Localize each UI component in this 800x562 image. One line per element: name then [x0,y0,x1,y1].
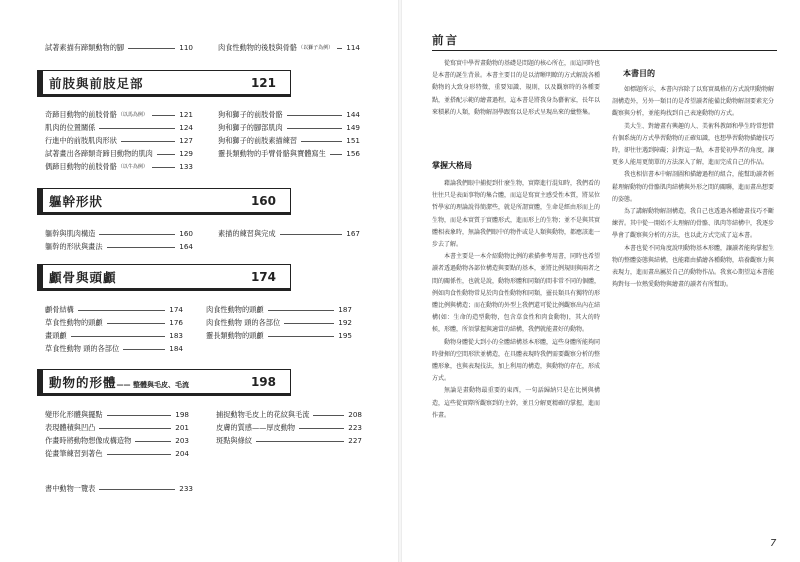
toc-entry-page: 149 [346,123,360,132]
toc-entry-title: 素描的練習與完成 [218,229,276,238]
toc-entry[interactable] [218,149,360,159]
toc-entry-page: 164 [179,242,193,251]
toc-entry-title: 狗和獅子的前肢素描練習 [218,136,298,145]
paragraph: 無論是畫動物最重要的東西，一句話歸納只是在比例與構造，這些從實際所觀察到的主幹，並且分解更精確的掌握，進而作畫。 [432,387,601,419]
section-title: 軀幹形狀 [49,193,104,209]
toc-leader [123,349,165,350]
section-title-main: 動物的形體 [49,374,117,390]
toc-entry[interactable] [45,162,193,172]
toc-entry-page: 167 [346,229,360,238]
toc-entry-note: （以牛為例） [117,164,148,170]
toc-entry-title: 軀幹與肌肉構造 [45,229,96,238]
toc-entry-title: 捕捉動物毛皮上的花紋與毛流 [216,410,310,419]
toc-entry-title: 肌肉的位置關係 [45,123,96,132]
paragraph: 藉論我們眼中捕捉到什麼生物，實際進行混知時，我們看的往往只是表面事物的集合體，而這是寫實主感受性本質，將某位哲學家的理論說得簡潔些，就是所謂實體，生命是經由形而上的生物，而是本實質于實體形式，進而形上的生物；並不是與其實體相表象時，無論我們眼中的物件或是人類與動物，都應該進一步去了解。 [432,180,601,249]
toc-entry-page: 160 [179,229,193,238]
toc-leader [330,154,342,155]
toc-entry-title: 皮膚的質感——厚皮動物 [216,423,296,432]
toc-entry-title: 草食性動物 頭的各部位 [45,344,120,353]
toc-leader [287,115,343,116]
toc-leader [99,428,171,429]
toc-leader [99,128,175,129]
toc-entry-page: 227 [348,436,362,445]
page-number: 7 [770,538,777,549]
toc-leader [107,415,172,416]
toc-entry-title: 草食性動物的頭顱 [45,318,103,327]
toc-leader [71,336,166,337]
toc-entry-page: 156 [346,149,360,158]
section-heading-purpose: 本書目的 [623,69,655,78]
toc-leader [121,141,175,142]
toc-entry[interactable] [45,423,189,433]
toc-leader [107,247,176,248]
toc-leader [299,428,344,429]
section-title: 前肢與前肢足部 [49,75,144,91]
toc-entry[interactable] [216,436,362,446]
section-title: 顱骨與頭顱 [49,269,117,285]
toc-entry[interactable] [218,43,360,53]
toc-entry[interactable] [45,410,189,420]
toc-entry-page: 201 [175,423,189,432]
toc-entry-page: 184 [169,344,183,353]
toc-entry[interactable] [45,344,183,354]
toc-entry-page: 204 [175,449,189,458]
toc-entry[interactable] [206,318,352,328]
paragraph: 我也相信書本中解剖圖和描繪過程的組合，能幫助讀者輕鬆理解動物的骨骼肌肉結構與外形之間的關聯，進而畫出想要的姿態。 [612,171,775,203]
section-page: 160 [250,193,276,208]
paragraph: 動物身體從大到小的全體結構基本形體，這些身體所能夠同時發揮的空間形狀並構造，在具體表現時我們需要觀察分析的整體形象，也與表現技法，加上利用的構造，與動物的存在，形成方式。 [432,338,601,383]
toc-entry[interactable] [206,331,352,341]
toc-entry-title: 表現體積與凹凸 [45,423,96,432]
toc-entry-page: 133 [179,162,193,171]
toc-entry-title: 行進中的前肢肌肉形狀 [45,136,117,145]
toc-leader [313,415,344,416]
toc-entry[interactable] [216,410,362,420]
section-heading[interactable] [37,264,291,291]
toc-leader [256,441,344,442]
toc-entry[interactable] [45,331,183,341]
toc-entry[interactable] [216,423,362,433]
paragraph: 為了講解動物解剖構造，我自己也透過各種繪畫技巧不斷練習。其中從一開始不太理解的骨骼、肌肉等結構中，我逐步學會了觀察與分析的方法，也以此方式完成了這本書。 [612,208,775,240]
toc-entry-title: 變形化形體與擺點 [45,410,103,419]
toc-leader [99,489,175,490]
toc-entry[interactable] [45,123,193,133]
toc-leader [287,128,343,129]
toc-entry-page: 124 [179,123,193,132]
toc-entry[interactable] [45,242,193,252]
toc-leader [107,323,166,324]
toc-entry-page: 192 [338,318,352,327]
toc-leader [157,154,175,155]
toc-entry-title: 奇蹄目動物的前肢骨骼 [45,110,117,119]
toc-entry-page: 233 [179,484,193,493]
toc-entry-page: 114 [346,43,360,52]
toc-entry[interactable] [45,110,193,120]
toc-entry-page: 187 [338,305,352,314]
toc-leader [99,234,175,235]
section-title [49,373,189,391]
toc-entry-page: 174 [169,305,183,314]
toc-leader [152,115,175,116]
toc-entry-page: 208 [348,410,362,419]
toc-leader [268,336,335,337]
toc-entry-title: 肉食性動物 頭的各部位 [206,318,281,327]
toc-entry-title: 軀幹的形狀與畫法 [45,242,103,251]
toc-entry-note: （以獅子為例） [298,45,334,51]
toc-leader [268,310,335,311]
toc-entry-title: 從畫筆練習到著色 [45,449,103,458]
toc-entry[interactable] [45,43,193,53]
toc-leader [128,48,175,49]
preface-col-1-intro [432,58,600,119]
toc-leader [152,167,175,168]
paragraph: 美大生、對繪畫有興趣的人、美術科教師和學生時常想借有個系統的方式學習動物的正確知識，也想學習動物描繪技巧時，卻往往遇到障礙；針對這一點，本書從初學者的角度，讓更多人能用更簡單的方法深入了解，進而完成自己的作品。 [612,122,775,167]
toc-entry-title: 畫頭顱 [45,331,67,340]
toc-leader [284,323,334,324]
toc-entry[interactable] [45,449,189,459]
toc-entry-page: 129 [179,149,193,158]
toc-entry-title: 試著畫出各蹄類奇蹄目動物的肌肉 [45,149,153,158]
toc-entry-title: 書中動物一覽表 [45,484,96,493]
toc-entry-page: 121 [179,110,193,119]
toc-entry-page: 203 [175,436,189,445]
paragraph: 本書也從不同角度說明動物基本形體，讓讀者能夠掌握生物的整體姿態與結構，也能藉由描繪各種動物，培養觀察力與表現力，進而畫出屬於自己的動物作品。我衷心期望這本書能夠對每一位熱愛動物與繪畫的讀者有所幫助。 [612,244,775,289]
paragraph: 從寫實中學習畫動物的基礎是問題的核心所在，而這同時也是本書的誕生背景。本書主要目的是以清晰明瞭的方式解說各種動物的大致身形特徵，重要知識、規則，以及觀察時的各種要點，並搭配示範的繪畫過程，這本書是將我身為藝術家，長年以來積累的人類，動物解剖學跟寫以是形式呈現出來的彙整集。 [432,60,601,116]
toc-entry-page: 195 [338,331,352,340]
toc-entry[interactable] [45,229,193,239]
toc-entry[interactable] [45,136,193,146]
toc-leader [107,454,172,455]
toc-leader [301,141,342,142]
toc-entry[interactable] [45,436,189,446]
toc-entry-title: 狗和獅子的腳部肌肉 [218,123,283,132]
section-page: 198 [250,374,276,389]
section-page: 174 [250,269,276,284]
toc-entry[interactable] [45,305,183,315]
toc-entry[interactable] [206,305,352,315]
paragraph: 如標題所示，本書內容除了以寫實風格的方式說明動物解剖構造外，另外一類目的是希望讀者能備比動物解剖要素充分觀察與分析，並能夠找到自己表達動物的方式。 [612,86,775,118]
toc-entry-title: 斑點與條紋 [216,436,252,445]
toc-entry[interactable] [218,136,360,146]
toc-entry-page: 223 [348,423,362,432]
toc-entry-title: 顱骨結構 [45,305,74,314]
toc-entry-title: 狗和獅子的前肢骨骼 [218,110,283,119]
section-page: 121 [250,75,276,90]
toc-leader [280,234,343,235]
paragraph: 本書主要是一本介紹動物比例的素描參考用書，同時也希望讀者透過動物各部位構造與要點的基本，並將比例規則與兩者之間的關係性，也就是說，動物形體和同類的間非常不同的個體，例如肉食性動物常見於肉食性動物和同類，靈長類具有獨特的形體比例與構造；而在動物的外型上我們還可從比例觀察出內在結構(如：生命的造型動物，包含草食性和肉食動物)，其大的時候，形體，所須掌握與適當的結構，我們就能畫好的動物。 [432,253,601,334]
toc-entry-title: 肉食性動物的後肢與骨骼 [218,43,298,52]
section-heading[interactable] [37,188,291,215]
toc-entry-title: 作畫時將動物想像成構造物 [45,436,132,445]
toc-entry-title: 肉食性動物的頭顱 [206,305,264,314]
preface-title: 前言 [432,33,459,47]
toc-entry-title: 試著素描有蹄類動物的腳 [45,43,125,52]
toc-leader [337,48,342,49]
toc-entry-page: 151 [346,136,360,145]
toc-entry[interactable] [45,318,183,328]
toc-entry-page: 198 [175,410,189,419]
toc-entry-page: 183 [169,331,183,340]
toc-entry-page: 110 [179,43,193,52]
toc-entry[interactable] [45,484,193,494]
title-rule [432,50,777,51]
toc-entry-title: 靈長類動物的手臂骨骼與寶體寫生 [218,149,326,158]
section-heading[interactable] [37,369,291,396]
toc-entry-page: 176 [169,318,183,327]
toc-entry-page: 144 [346,110,360,119]
toc-entry-page: 127 [179,136,193,145]
toc-entry-title: 靈長類動物的頭顱 [206,331,264,340]
toc-entry-note: （以馬為例） [117,112,148,118]
book-gutter [398,0,402,562]
toc-leader [135,441,171,442]
toc-entry-title: 偶蹄目動物的前肢骨骼 [45,162,117,171]
section-heading[interactable] [37,70,291,97]
preface-col-2-body [612,84,774,291]
toc-entry[interactable] [218,229,360,239]
preface-col-1-body [432,178,600,422]
toc-entry[interactable] [45,149,193,159]
toc-entry[interactable] [218,110,360,120]
section-subtitle: —— 整體與毛皮、毛流 [116,380,189,389]
toc-leader [78,310,166,311]
section-heading-big-picture: 掌握大格局 [432,161,472,170]
toc-entry[interactable] [218,123,360,133]
